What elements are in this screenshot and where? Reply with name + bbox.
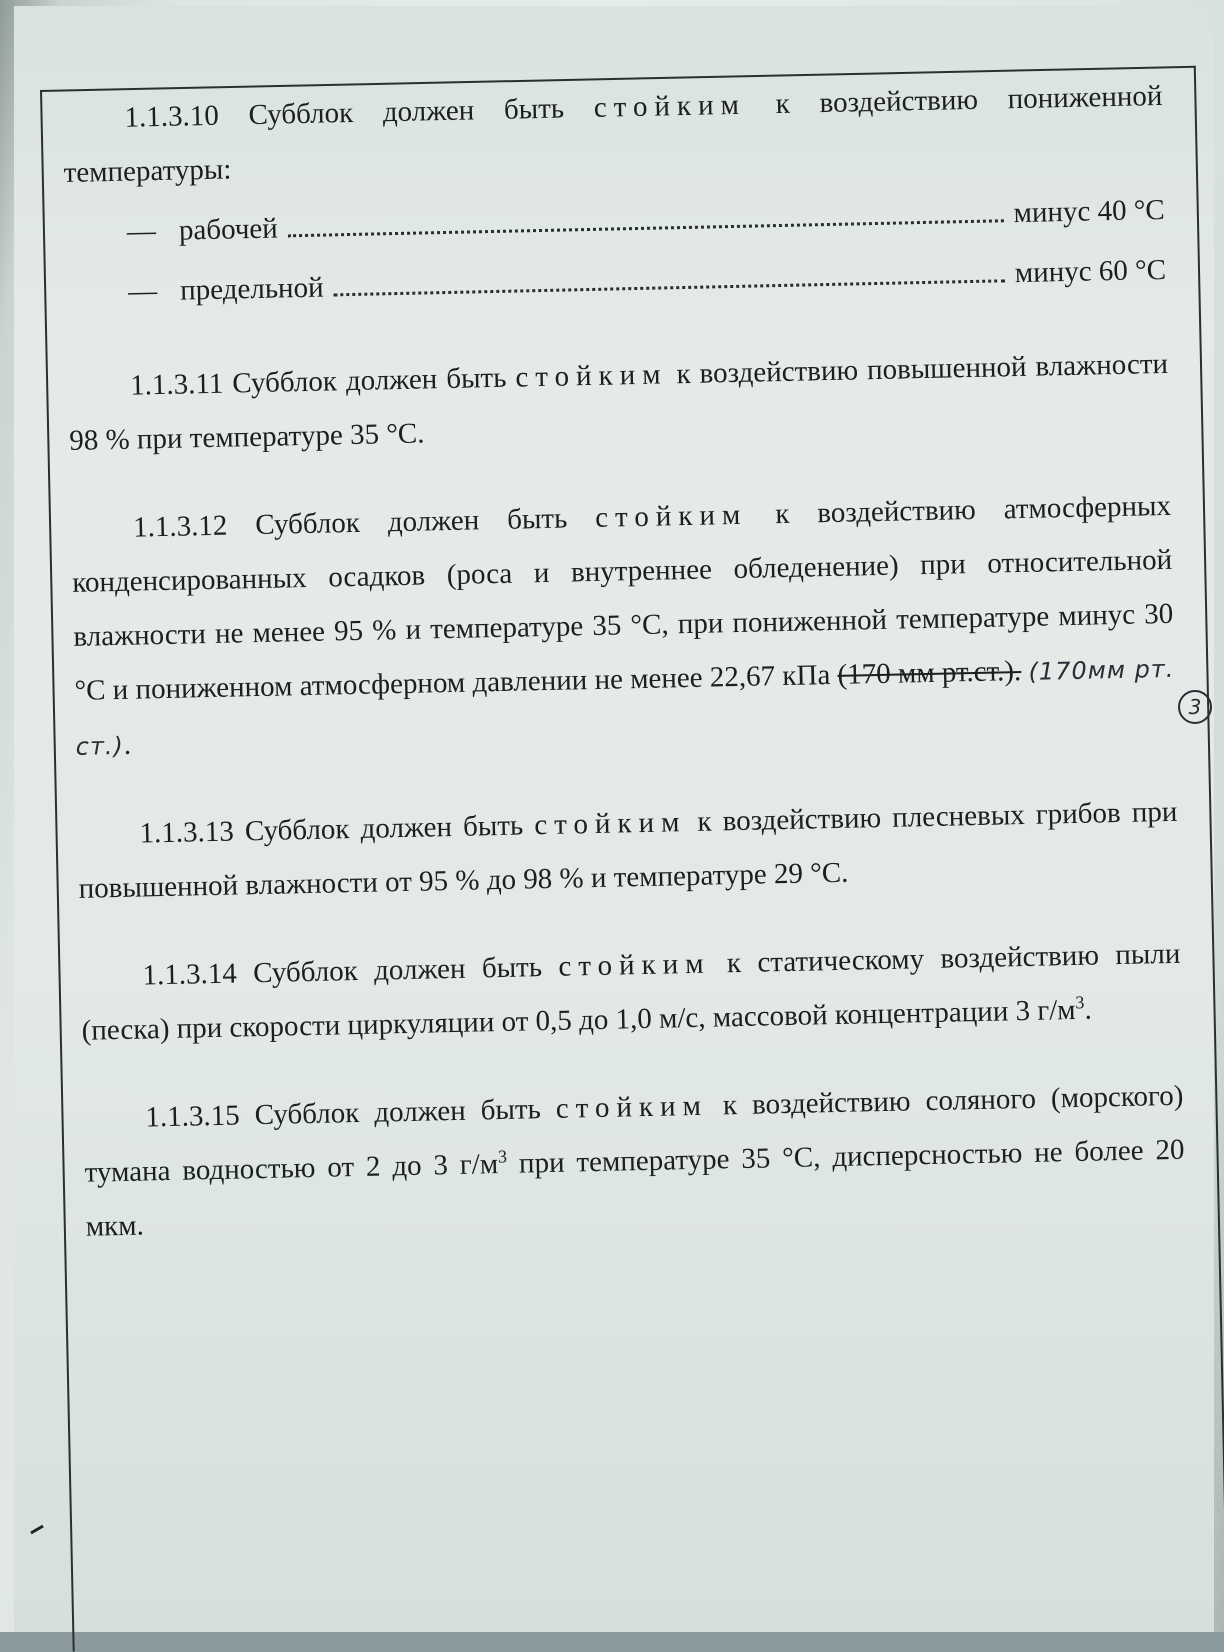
list-dash: —: [127, 275, 158, 308]
struck-through-text: (170 мм рт.ст.).: [837, 655, 1022, 691]
emphasis-word: стойким: [533, 806, 687, 842]
handwritten-correction: (170мм рт. ст.): [75, 654, 1175, 761]
leader-dots: [334, 279, 1005, 296]
clause-end: .: [1084, 993, 1093, 1026]
emphasis-word: стойким: [594, 498, 748, 534]
clause-number: 1.1.3.13: [139, 815, 235, 850]
clause-text: к воздействию соляного (морского) тумана водностью от 2 до 3 г/м: [84, 1079, 1184, 1189]
superscript: 3: [1075, 992, 1085, 1013]
temperature-value: минус 40 °С: [1013, 193, 1166, 230]
clause-text: Субблок должен быть: [231, 361, 507, 400]
emphasis-word: стойким: [558, 947, 711, 983]
clause-text: Субблок должен быть: [254, 1093, 542, 1132]
leader-dots: [288, 219, 1004, 237]
clause-number: 1.1.3.10: [124, 99, 220, 134]
paragraph-1-1-3-15: [83, 1069, 1186, 1254]
clause-text: Субблок должен быть: [254, 502, 568, 542]
clause-text: к воздействию атмосферных конденсированных осадков (роса и внутреннее обледенение) при относительной влажности не менее 95 % и температуре 35 °С, при пониженной температуре минус 30 °С и пониженном атмосферном давлении не менее 22,67 кПа: [71, 489, 1174, 707]
clause-number: 1.1.3.14: [142, 957, 238, 992]
clause-text: к воздействию плесневых грибов при повышенной влажности от 95 % до 98 % и температуре 29 °С.: [78, 795, 1178, 905]
emphasis-word: стойким: [593, 88, 747, 124]
emphasis-word: стойким: [515, 358, 668, 394]
clause-text: Субблок должен быть: [244, 809, 524, 848]
paragraph-1-1-3-12: [71, 479, 1176, 774]
clause-text: Субблок должен быть: [252, 951, 543, 990]
clause-text: к воздействию повышенной влажности 98 % при температуре 35 °С.: [68, 347, 1169, 457]
paragraph-1-1-3-14: [80, 927, 1182, 1058]
clause-number: 1.1.3.11: [129, 367, 224, 402]
emphasis-word: стойким: [555, 1089, 709, 1125]
superscript: 3: [497, 1146, 508, 1167]
list-dash: —: [126, 215, 157, 248]
temperature-label: предельной: [179, 271, 324, 307]
clause-number: 1.1.3.15: [145, 1099, 241, 1134]
clause-text: к воздействию пониженной температуры:: [63, 79, 1163, 189]
clause-text: при температуре 35 °С, дисперсностью не более 20 мкм.: [85, 1133, 1185, 1243]
clause-text: Субблок должен быть: [248, 92, 565, 132]
clause-number: 1.1.3.12: [132, 509, 228, 544]
margin-revision-mark: 3: [1178, 690, 1212, 724]
temperature-value: минус 60 °С: [1014, 253, 1167, 290]
clause-end: .: [123, 728, 132, 761]
clause-text: к статическому воздействию пыли (песка) при скорости циркуляции от 0,5 до 1,0 м/с, массовой концентрации 3 г/м: [81, 937, 1181, 1047]
document-body: [62, 69, 1186, 1254]
paragraph-1-1-3-10: [62, 69, 1164, 200]
temperature-label: рабочей: [178, 212, 279, 247]
